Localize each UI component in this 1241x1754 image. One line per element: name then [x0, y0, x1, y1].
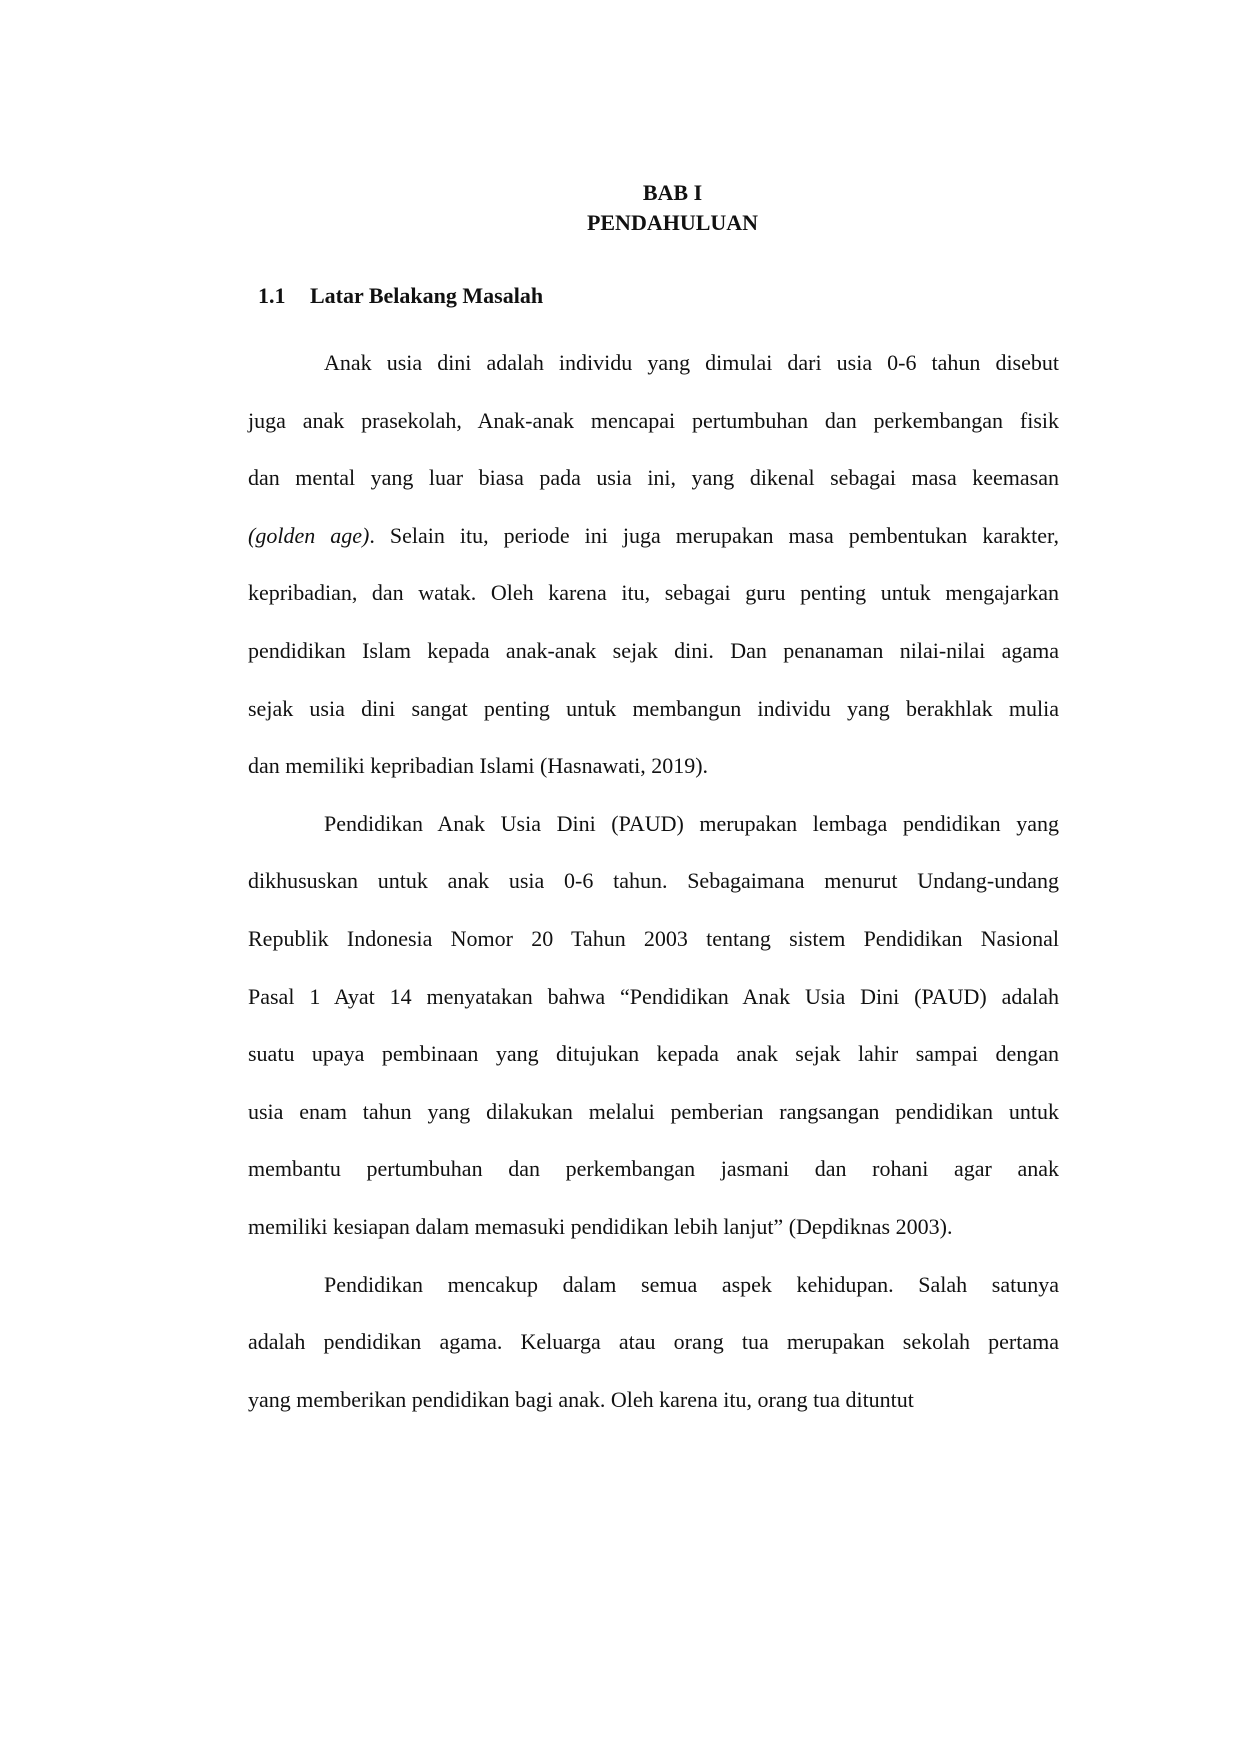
text-line: dikhususkan untuk anak usia 0-6 tahun. Sebagaimana menurut Undang-undang	[248, 868, 1059, 894]
text-line: sejak usia dini sangat penting untuk membangun individu yang berakhlak mulia	[248, 695, 1059, 721]
text-line: juga anak prasekolah, Anak-anak mencapai pertumbuhan dan perkembangan fisik	[248, 407, 1059, 433]
text-run: . Selain itu, periode ini juga merupakan masa pembentukan karakter,	[369, 522, 1059, 548]
paragraph-1	[248, 334, 1059, 795]
paragraph-3	[248, 1256, 1059, 1429]
text-line: memiliki kesiapan dalam memasuki pendidikan lebih lanjut” (Depdiknas 2003).	[248, 1213, 953, 1239]
text-line: dan mental yang luar biasa pada usia ini, yang dikenal sebagai masa keemasan	[248, 465, 1059, 491]
text-line	[248, 507, 1059, 565]
chapter-heading	[52, 178, 1241, 238]
section-title: Latar Belakang Masalah	[310, 283, 544, 308]
text-line: usia enam tahun yang dilakukan melalui pemberian rangsangan pendidikan untuk	[248, 1098, 1059, 1124]
text-line: dan memiliki kepribadian Islami (Hasnawati, 2019).	[248, 753, 709, 779]
text-line: Pasal 1 Ayat 14 menyatakan bahwa “Pendidikan Anak Usia Dini (PAUD) adalah	[248, 983, 1059, 1009]
text-line: Anak usia dini adalah individu yang dimulai dari usia 0-6 tahun disebut	[324, 350, 1059, 375]
text-line: Republik Indonesia Nomor 20 Tahun 2003 tentang sistem Pendidikan Nasional	[248, 925, 1059, 951]
section-heading	[258, 281, 543, 311]
italic-term: (golden age)	[248, 522, 370, 548]
text-line: pendidikan Islam kepada anak-anak sejak dini. Dan penanaman nilai-nilai agama	[248, 637, 1059, 663]
text-line: kepribadian, dan watak. Oleh karena itu, sebagai guru penting untuk mengajarkan	[248, 580, 1059, 606]
text-line: suatu upaya pembinaan yang ditujukan kepada anak sejak lahir sampai dengan	[248, 1041, 1059, 1067]
text-line: Pendidikan mencakup dalam semua aspek kehidupan. Salah satunya	[324, 1271, 1059, 1297]
body-text	[248, 334, 1059, 1428]
text-line: membantu pertumbuhan dan perkembangan jasmani dan rohani agar anak	[248, 1156, 1059, 1182]
chapter-title: PENDAHULUAN	[586, 210, 759, 235]
chapter-label: BAB I	[642, 180, 703, 205]
text-line: yang memberikan pendidikan bagi anak. Oleh karena itu, orang tua dituntut	[248, 1386, 914, 1412]
section-number: 1.1	[258, 283, 286, 308]
text-line: adalah pendidikan agama. Keluarga atau orang tua merupakan sekolah pertama	[248, 1329, 1059, 1355]
paragraph-2	[248, 795, 1059, 1256]
text-line: Pendidikan Anak Usia Dini (PAUD) merupakan lembaga pendidikan yang	[324, 810, 1059, 836]
